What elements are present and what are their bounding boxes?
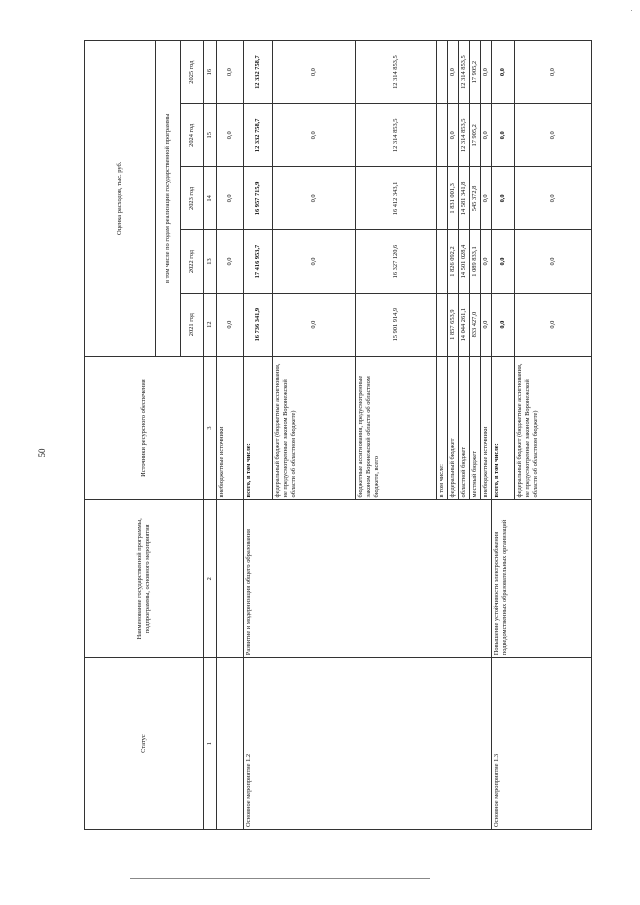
col-number: 1 bbox=[204, 658, 217, 830]
source-cell: местный бюджет bbox=[470, 356, 481, 500]
source-cell: всего, в том числе: bbox=[244, 356, 273, 500]
source-cell: федеральный бюджет (бюджетные ассигнования, не предусмотренные законом Воронежской области об областном бюджете) bbox=[273, 356, 356, 500]
value-cell: 545 372,8 bbox=[470, 167, 481, 230]
value-cell bbox=[437, 167, 448, 230]
header-status: Статус bbox=[85, 658, 204, 830]
status-cell: Основное мероприятие 1.2 bbox=[244, 658, 492, 830]
col-number: 15 bbox=[204, 104, 217, 167]
rotated-page bbox=[84, 40, 556, 830]
value-cell: 833 427,0 bbox=[470, 293, 481, 356]
value-cell: 0,0 bbox=[492, 41, 515, 104]
value-cell: 14 044 261,1 bbox=[459, 293, 470, 356]
value-cell: 0,0 bbox=[448, 41, 459, 104]
value-cell: 0,0 bbox=[217, 167, 244, 230]
header-year: 2024 год bbox=[181, 104, 204, 167]
table-row bbox=[217, 41, 244, 830]
footer-rule bbox=[130, 878, 430, 879]
value-cell: 0,0 bbox=[515, 104, 592, 167]
header-year: 2021 год bbox=[181, 293, 204, 356]
status-cell bbox=[217, 658, 244, 830]
header-year: 2023 год bbox=[181, 167, 204, 230]
value-cell: 1 089 833,1 bbox=[470, 230, 481, 293]
value-cell: 0,0 bbox=[492, 230, 515, 293]
header-source: Источники ресурсного обеспечения bbox=[85, 356, 204, 500]
value-cell: 1 826 092,2 bbox=[448, 230, 459, 293]
table-row bbox=[492, 41, 515, 830]
value-cell: 0,0 bbox=[492, 167, 515, 230]
value-cell: 16 412 343,1 bbox=[356, 167, 437, 230]
value-cell bbox=[437, 41, 448, 104]
name-cell: Развитие и модернизация общего образования bbox=[244, 500, 492, 658]
table-wrapper bbox=[84, 40, 556, 830]
column-number-row bbox=[204, 41, 217, 830]
header-year: 2022 год bbox=[181, 230, 204, 293]
value-cell: 0,0 bbox=[448, 104, 459, 167]
value-cell: 12 314 853,5 bbox=[356, 104, 437, 167]
source-cell: внебюджетные источники bbox=[217, 356, 244, 500]
value-cell: 17 905,2 bbox=[470, 41, 481, 104]
value-cell: 12 332 758,7 bbox=[244, 41, 273, 104]
value-cell: 0,0 bbox=[273, 230, 356, 293]
source-cell: федеральный бюджет bbox=[448, 356, 459, 500]
value-cell: 0,0 bbox=[481, 167, 492, 230]
value-cell: 0,0 bbox=[217, 230, 244, 293]
value-cell: 16 957 715,9 bbox=[244, 167, 273, 230]
header-row-1 bbox=[85, 41, 156, 830]
value-cell: 0,0 bbox=[217, 41, 244, 104]
value-cell: 0,0 bbox=[481, 230, 492, 293]
value-cell: 0,0 bbox=[481, 293, 492, 356]
value-cell: 14 581 341,8 bbox=[459, 167, 470, 230]
value-cell: 16 327 120,6 bbox=[356, 230, 437, 293]
col-number: 13 bbox=[204, 230, 217, 293]
page-number: 50 bbox=[37, 448, 47, 458]
budget-table bbox=[84, 40, 592, 830]
value-cell: 0,0 bbox=[515, 230, 592, 293]
value-cell: 0,0 bbox=[273, 41, 356, 104]
value-cell: 0,0 bbox=[273, 167, 356, 230]
table-row bbox=[244, 41, 273, 830]
col-number: 16 bbox=[204, 41, 217, 104]
value-cell: 0,0 bbox=[273, 293, 356, 356]
value-cell: 0,0 bbox=[217, 104, 244, 167]
value-cell: 12 314 853,5 bbox=[356, 41, 437, 104]
value-cell: 1 857 653,9 bbox=[448, 293, 459, 356]
scan-dot bbox=[631, 10, 632, 11]
value-cell bbox=[437, 104, 448, 167]
value-cell: 0,0 bbox=[492, 293, 515, 356]
source-cell: всего, в том числе: bbox=[492, 356, 515, 500]
col-number: 12 bbox=[204, 293, 217, 356]
value-cell bbox=[437, 293, 448, 356]
value-cell: 14 501 028,4 bbox=[459, 230, 470, 293]
value-cell bbox=[437, 230, 448, 293]
value-cell: 17 416 953,7 bbox=[244, 230, 273, 293]
value-cell: 0,0 bbox=[515, 41, 592, 104]
col-number: 2 bbox=[204, 500, 217, 658]
value-cell: 0,0 bbox=[481, 104, 492, 167]
value-cell: 0,0 bbox=[273, 104, 356, 167]
value-cell: 12 314 853,5 bbox=[459, 104, 470, 167]
value-cell: 15 901 914,9 bbox=[356, 293, 437, 356]
name-cell: Повышение устойчивости электроснабжения подведомственных образовательных организаций bbox=[492, 500, 592, 658]
value-cell: 12 332 758,7 bbox=[244, 104, 273, 167]
value-cell: 0,0 bbox=[515, 293, 592, 356]
source-cell: областной бюджет bbox=[459, 356, 470, 500]
header-year: 2025 год bbox=[181, 41, 204, 104]
header-estimate: Оценка расходов, тыс. руб. bbox=[85, 41, 156, 357]
value-cell: 0,0 bbox=[481, 41, 492, 104]
header-name: Наименование государственной программы, подпрограммы, основного мероприятия bbox=[85, 500, 204, 658]
value-cell: 16 736 341,9 bbox=[244, 293, 273, 356]
col-number: 3 bbox=[204, 356, 217, 500]
source-cell: бюджетные ассигнования, предусмотренные законом Воронежской области об областном бюджете, всего bbox=[356, 356, 437, 500]
source-cell: в том числе: bbox=[437, 356, 448, 500]
value-cell: 17 905,2 bbox=[470, 104, 481, 167]
value-cell: 0,0 bbox=[492, 104, 515, 167]
col-number: 14 bbox=[204, 167, 217, 230]
value-cell: 1 831 001,3 bbox=[448, 167, 459, 230]
name-cell bbox=[217, 500, 244, 658]
status-cell: Основное мероприятие 1.3 bbox=[492, 658, 592, 830]
header-by-years: в том числе по годам реализации государственной программы bbox=[156, 41, 181, 357]
source-cell: внебюджетные источники bbox=[481, 356, 492, 500]
value-cell: 0,0 bbox=[217, 293, 244, 356]
value-cell: 12 314 853,5 bbox=[459, 41, 470, 104]
source-cell: федеральный бюджет (бюджетные ассигнования, не предусмотренные законом Воронежской области об областном бюджете) bbox=[515, 356, 592, 500]
value-cell: 0,0 bbox=[515, 167, 592, 230]
